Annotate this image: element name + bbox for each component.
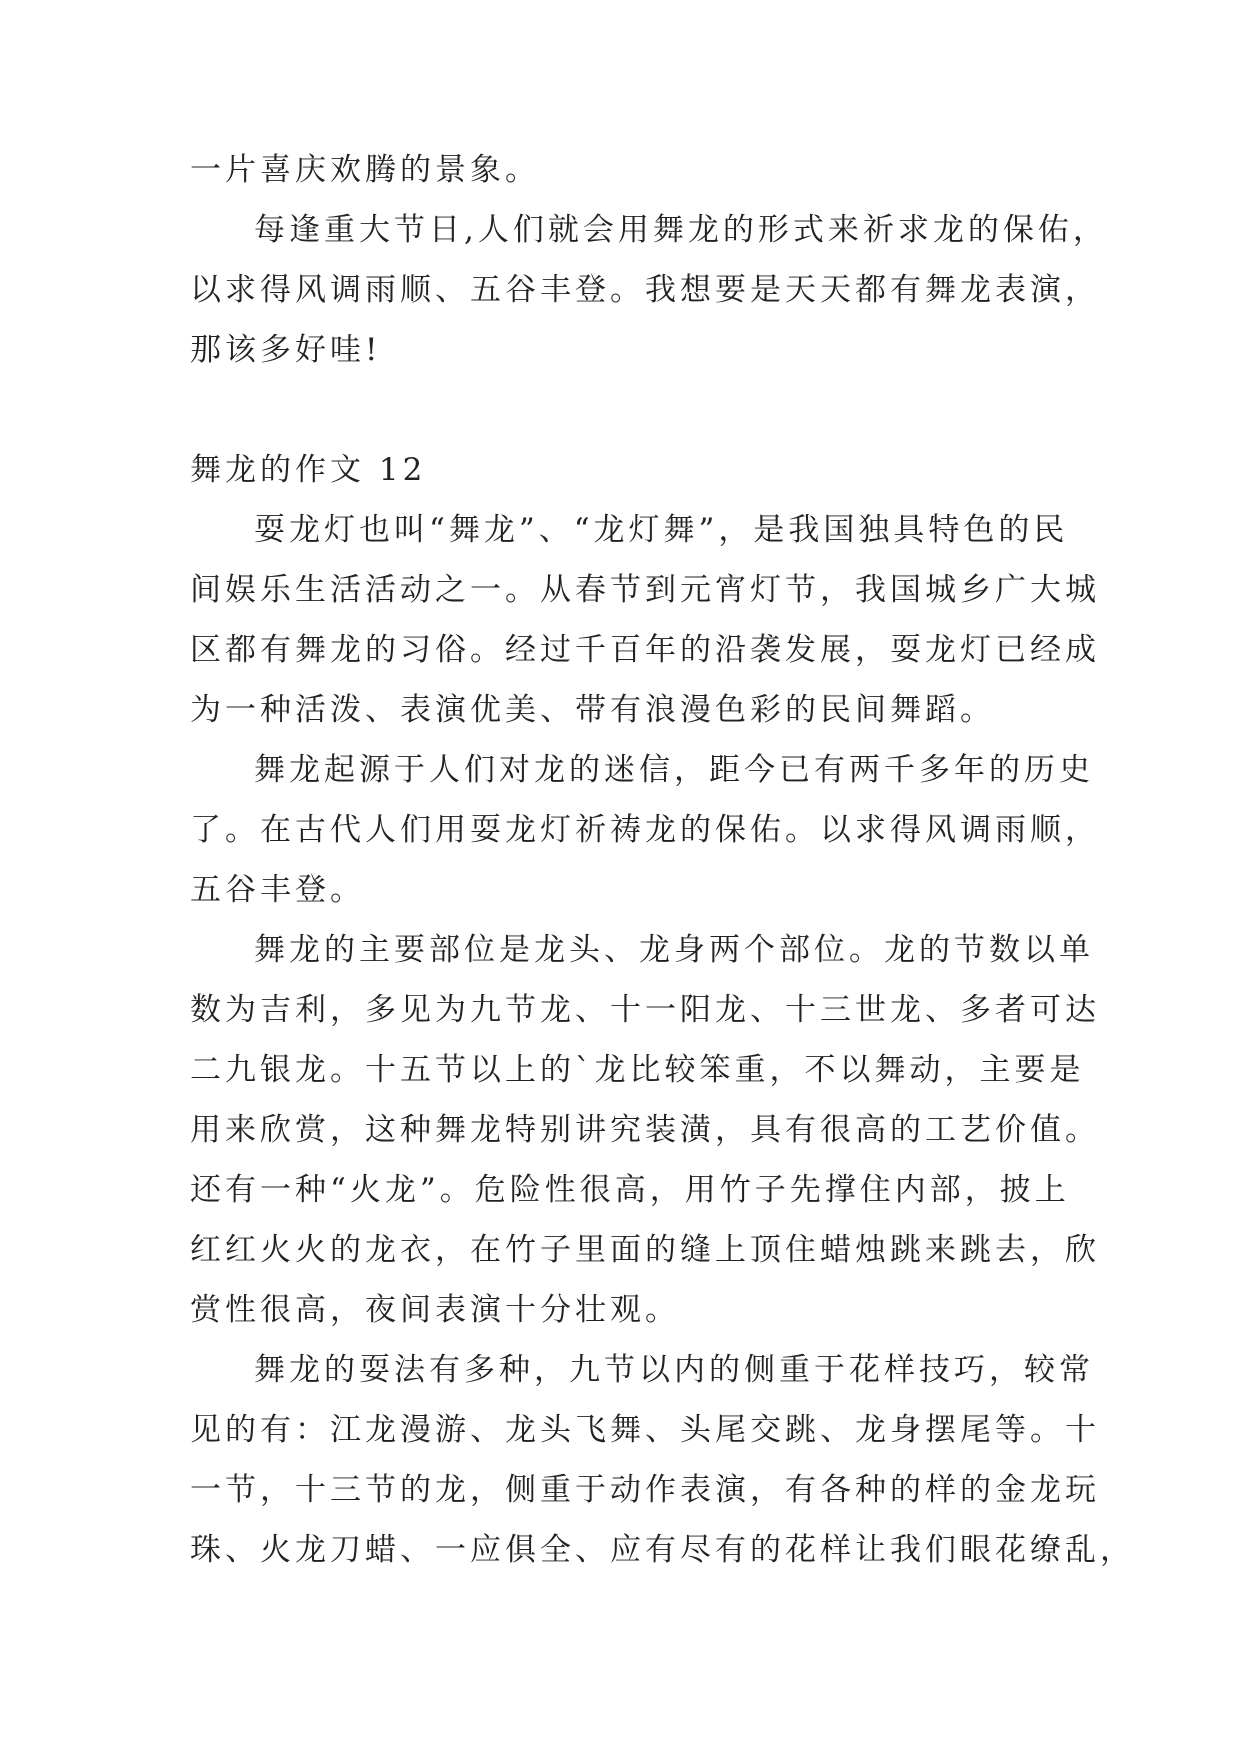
paragraph-3-line-1: 舞龙起源于人们对龙的迷信，距今已有两千多年的历史 xyxy=(254,752,1094,788)
text-line-top-fragment: 一片喜庆欢腾的景象。 xyxy=(190,152,540,188)
paragraph-4-line-3: 二九银龙。十五节以上的`龙比较笨重，不以舞动，主要是 xyxy=(190,1052,1085,1088)
paragraph-5-line-4: 珠、火龙刀蜡、一应俱全、应有尽有的花样让我们眼花缭乱， xyxy=(190,1532,1135,1568)
paragraph-5-line-3: 一节，十三节的龙，侧重于动作表演，有各种的样的金龙玩 xyxy=(190,1472,1100,1508)
paragraph-4-line-7: 赏性很高，夜间表演十分壮观。 xyxy=(190,1292,680,1328)
paragraph-1-line-3: 那该多好哇! xyxy=(190,332,382,368)
paragraph-4-line-5: 还有一种“火龙”。危险性很高，用竹子先撑住内部，披上 xyxy=(190,1172,1070,1208)
paragraph-4-line-6: 红红火火的龙衣，在竹子里面的缝上顶住蜡烛跳来跳去，欣 xyxy=(190,1232,1100,1268)
paragraph-2-line-4: 为一种活泼、表演优美、带有浪漫色彩的民间舞蹈。 xyxy=(190,692,995,728)
paragraph-2-line-2: 间娱乐生活活动之一。从春节到元宵灯节，我国城乡广大城 xyxy=(190,572,1100,608)
paragraph-2-line-3: 区都有舞龙的习俗。经过千百年的沿袭发展，耍龙灯已经成 xyxy=(190,632,1100,668)
paragraph-5-line-1: 舞龙的耍法有多种，九节以内的侧重于花样技巧，较常 xyxy=(254,1352,1094,1388)
paragraph-2-line-1: 耍龙灯也叫“舞龙”、“龙灯舞”，是我国独具特色的民 xyxy=(254,512,1069,548)
paragraph-3-line-2: 了。在古代人们用耍龙灯祈祷龙的保佑。以求得风调雨顺， xyxy=(190,812,1100,848)
paragraph-4-line-4: 用来欣赏，这种舞龙特别讲究装潢，具有很高的工艺价值。 xyxy=(190,1112,1100,1148)
paragraph-1-line-1: 每逢重大节日,人们就会用舞龙的形式来祈求龙的保佑， xyxy=(254,212,1108,248)
paragraph-4-line-2: 数为吉利，多见为九节龙、十一阳龙、十三世龙、多者可达 xyxy=(190,992,1100,1028)
paragraph-4-line-1: 舞龙的主要部位是龙头、龙身两个部位。龙的节数以单 xyxy=(254,932,1094,968)
paragraph-5-line-2: 见的有：江龙漫游、龙头飞舞、头尾交跳、龙身摆尾等。十 xyxy=(190,1412,1100,1448)
paragraph-1-line-2: 以求得风调雨顺、五谷丰登。我想要是天天都有舞龙表演， xyxy=(190,272,1100,308)
section-title: 舞龙的作文 12 xyxy=(190,452,427,488)
paragraph-3-line-3: 五谷丰登。 xyxy=(190,872,365,908)
